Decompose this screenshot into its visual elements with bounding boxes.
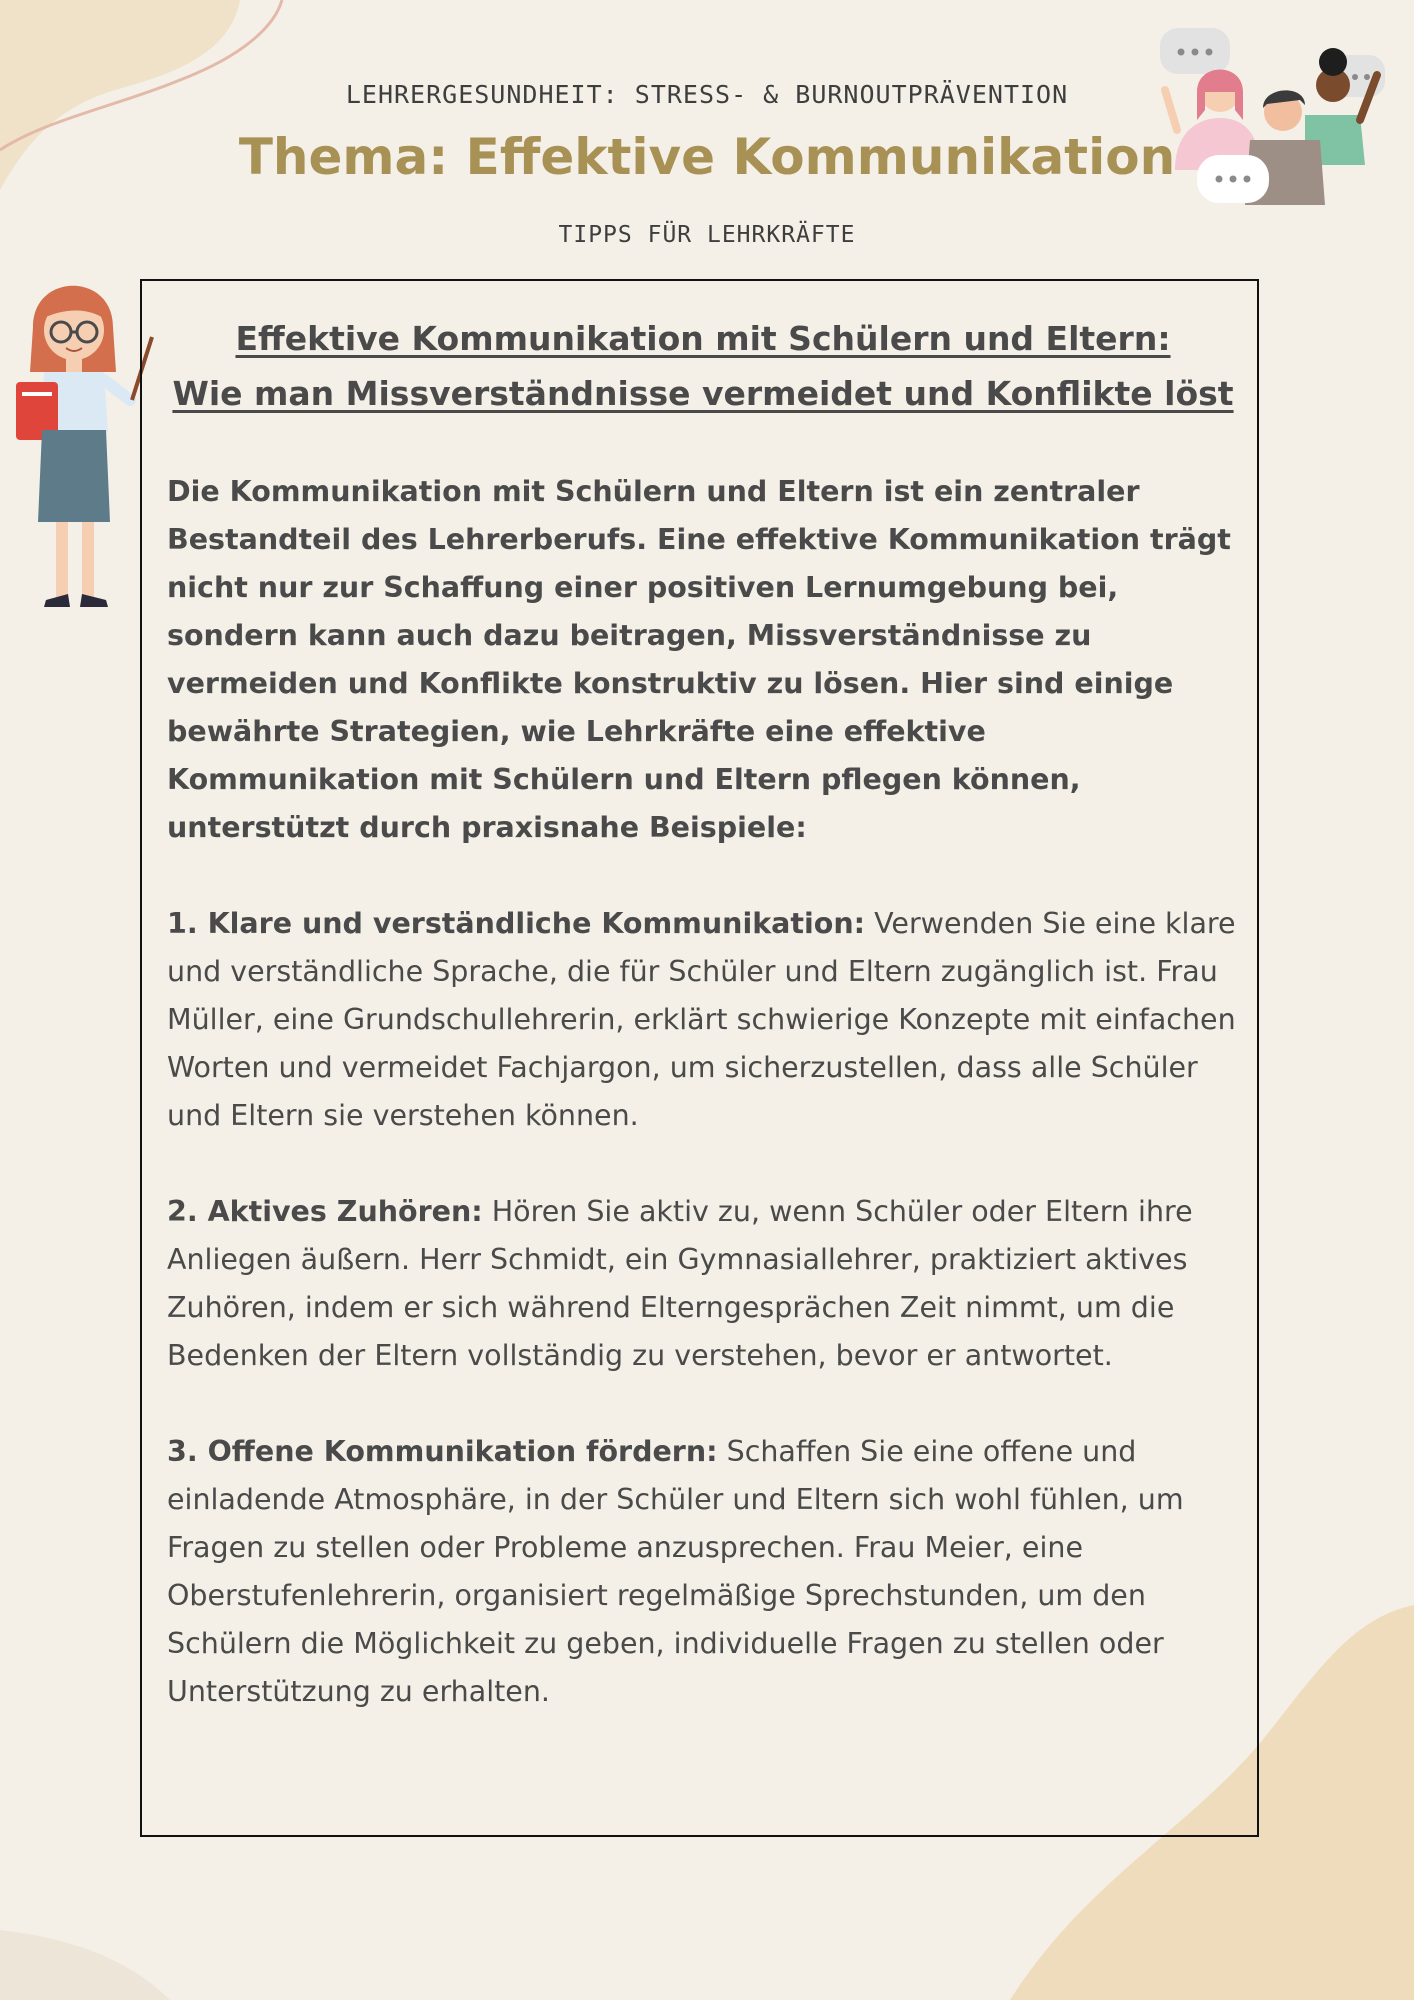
article-heading bbox=[167, 311, 1239, 421]
tip-title: 1. Klare und verständliche Kommunikation: bbox=[167, 907, 866, 940]
tip-text: Hören Sie aktiv zu, wenn Schüler oder Eltern ihre Anliegen äußern. Herr Schmidt, ein Gymnasiallehrer, praktiziert aktives Zuhören, indem er sich während Elterngesprächen Zeit nimmt, um die Bedenken der Eltern vollständig zu verstehen, bevor er antwortet. bbox=[167, 1195, 1193, 1372]
tip-section-1 bbox=[167, 900, 1239, 1140]
content-card bbox=[140, 279, 1259, 1837]
people-speech-bubbles-illustration bbox=[1155, 20, 1395, 205]
tip-section-3 bbox=[167, 1428, 1239, 1716]
article-heading-line2: Wie man Missverständnisse vermeidet und Konflikte löst bbox=[172, 374, 1234, 413]
page-subtitle: TIPPS FÜR LEHRKRÄFTE bbox=[558, 222, 856, 248]
tip-title: 3. Offene Kommunikation fördern: bbox=[167, 1435, 718, 1468]
tip-title: 2. Aktives Zuhören: bbox=[167, 1195, 483, 1228]
article-heading-line1: Effektive Kommunikation mit Schülern und Eltern: bbox=[235, 319, 1171, 358]
tip-section-2 bbox=[167, 1188, 1239, 1380]
article-intro: Die Kommunikation mit Schülern und Eltern ist ein zentraler Bestandteil des Lehrerberufs. Eine effektive Kommunikation trägt nicht nur zur Schaffung einer positiven Lernumgebung bei, sondern kann auch dazu beitragen, Missverständnisse zu vermeiden und Konflikte konstruktiv zu lösen. Hier sind einige bewährte Strategien, wie Lehrkräfte eine effektive Kommunikation mit Schülern und Eltern pflegen können, unterstützt durch praxisnahe Beispiele: bbox=[167, 475, 1231, 844]
bottom-left-blob bbox=[0, 1930, 170, 2000]
page-kicker: LEHRERGESUNDHEIT: STRESS- & BURNOUTPRÄVENTION bbox=[345, 80, 1069, 109]
tip-text: Verwenden Sie eine klare und verständliche Sprache, die für Schüler und Eltern zugänglich ist. Frau Müller, eine Grundschullehrerin, erklärt schwierige Konzepte mit einfachen Worten und vermeidet Fachjargon, um sicherzustellen, dass alle Schüler und Eltern sie verstehen können. bbox=[167, 907, 1236, 1132]
teacher-illustration bbox=[8, 272, 158, 632]
tip-text: Schaffen Sie eine offene und einladende Atmosphäre, in der Schüler und Eltern sich wohl fühlen, um Fragen zu stellen oder Probleme anzusprechen. Frau Meier, eine Oberstufenlehrerin, organisiert regelmäßige Sprechstunden, um den Schülern die Möglichkeit zu geben, individuelle Fragen zu stellen oder Unterstützung zu erhalten. bbox=[167, 1435, 1184, 1708]
page-title: Thema: Effektive Kommunikation bbox=[238, 128, 1176, 186]
